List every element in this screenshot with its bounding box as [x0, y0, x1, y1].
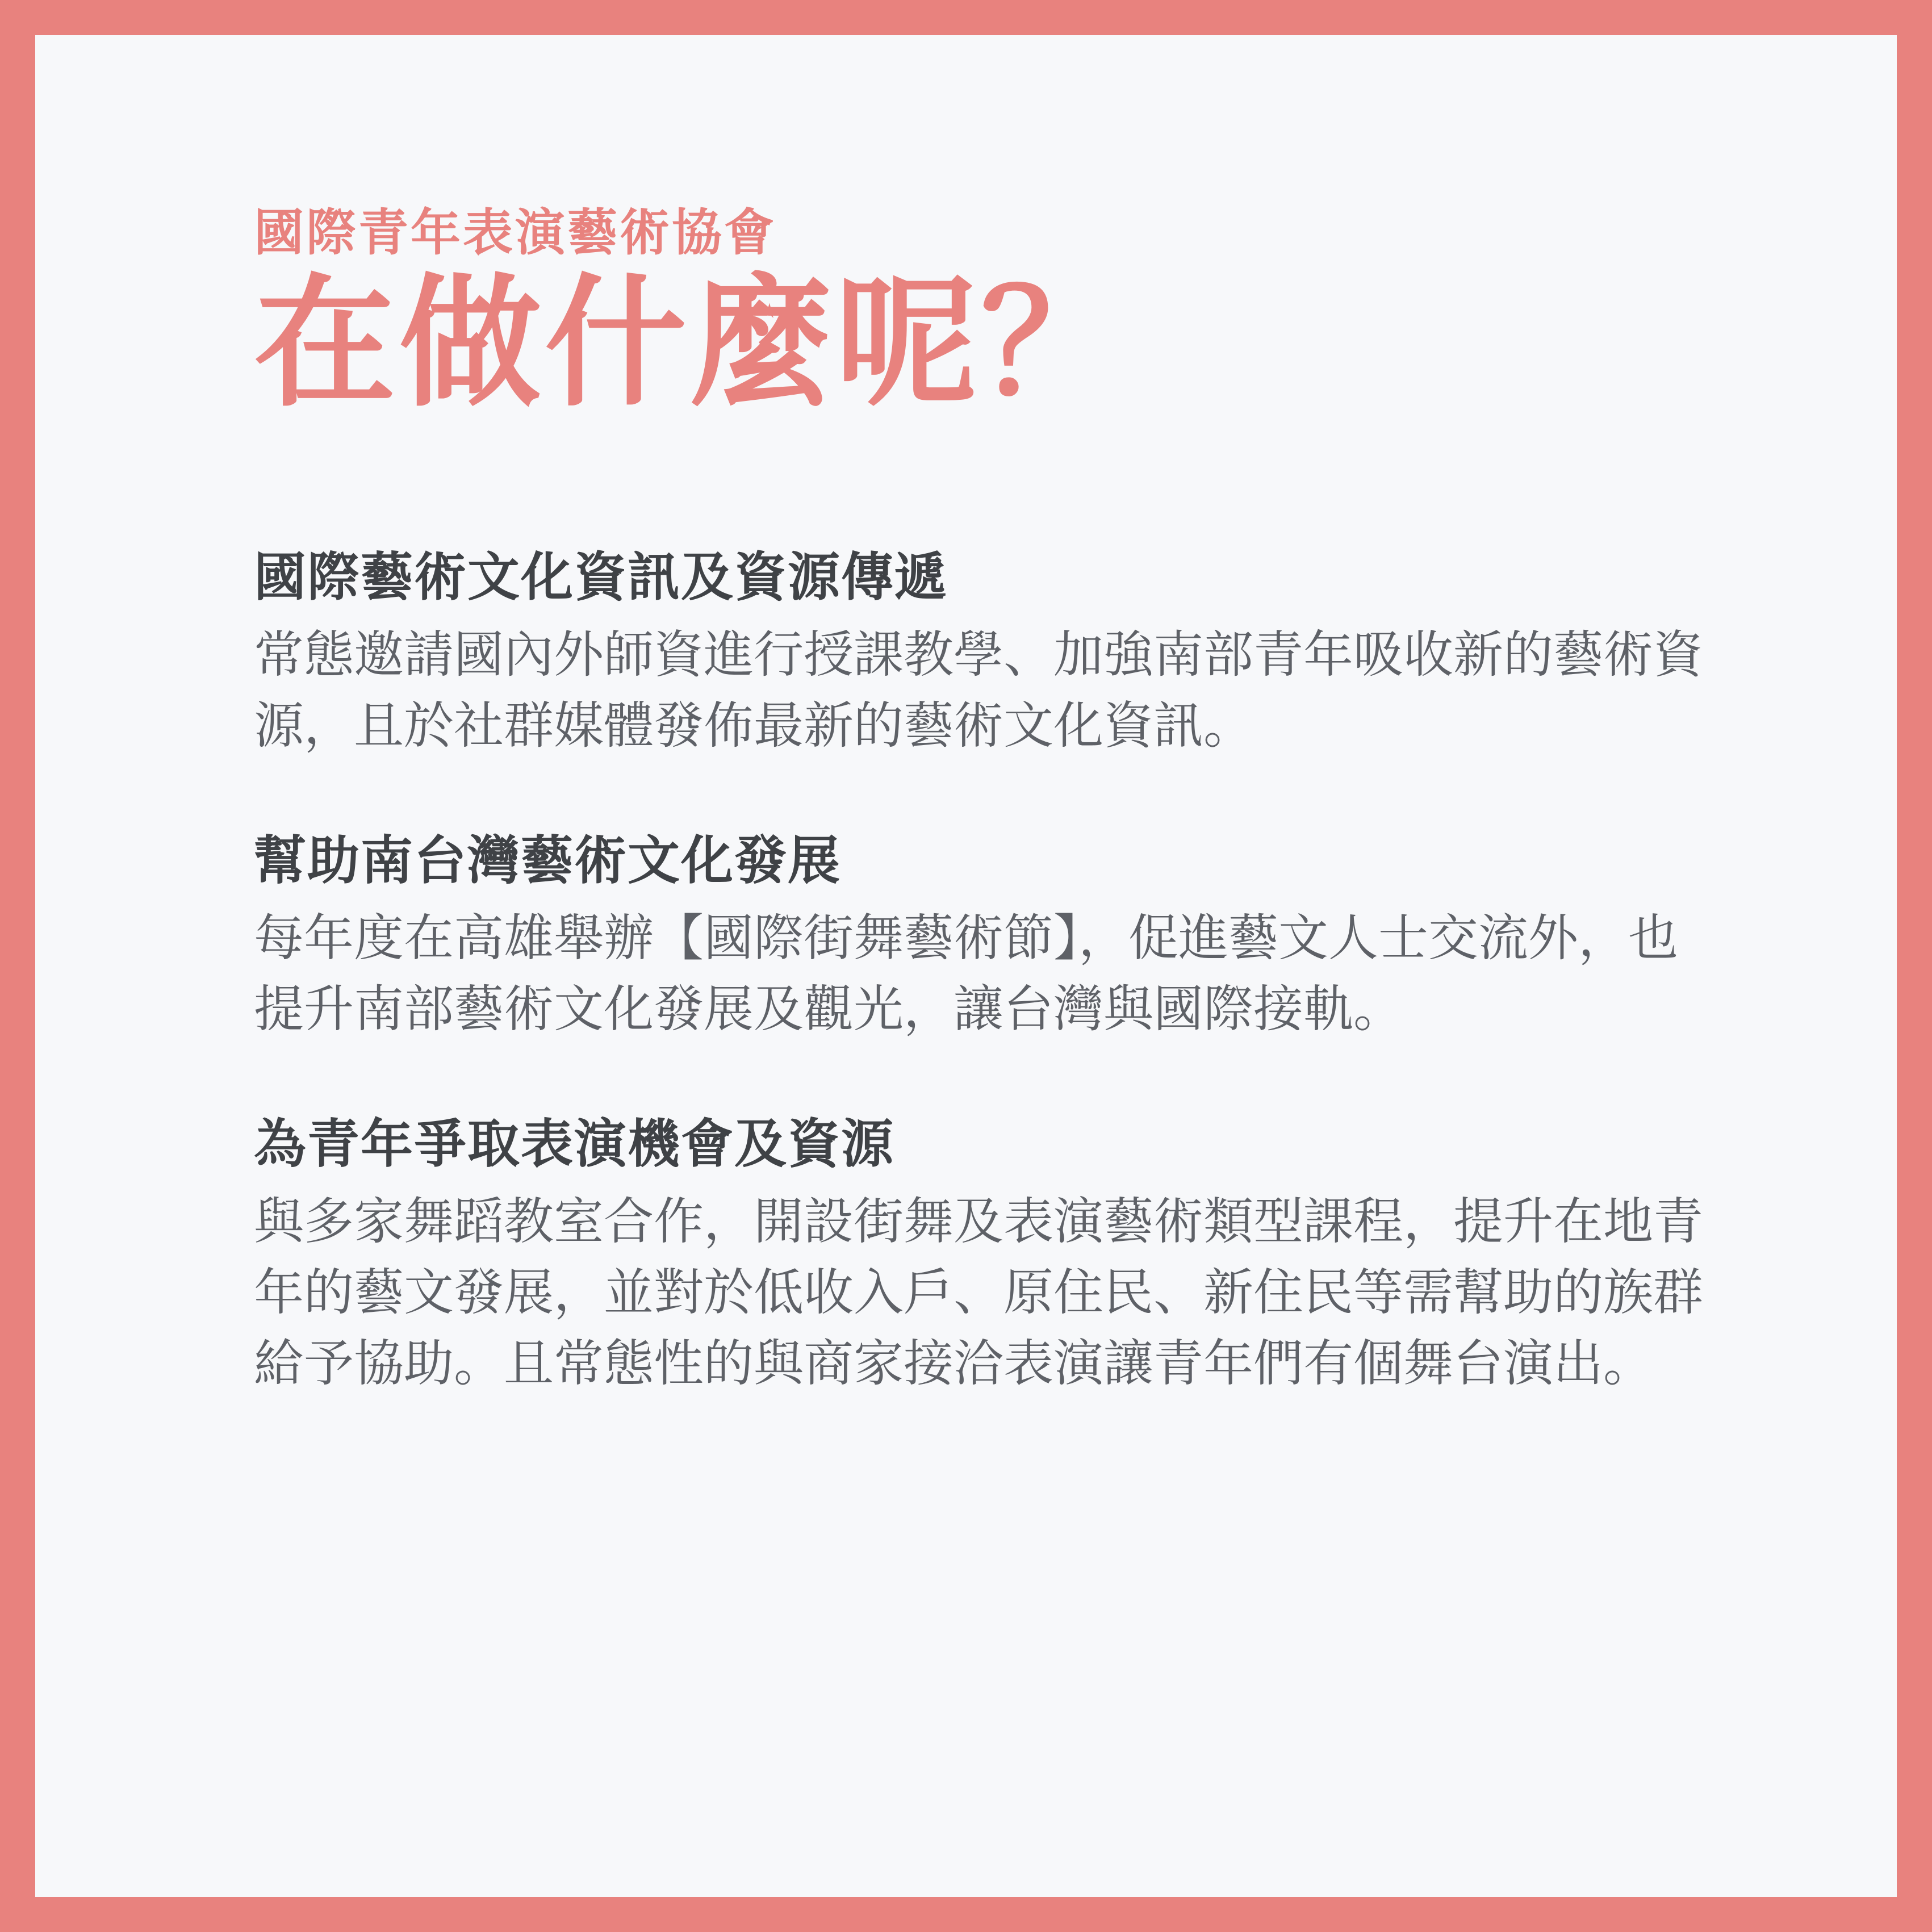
section-body: 每年度在高雄舉辦【國際街舞藝術節】，促進藝文人士交流外，也提升南部藝術文化發展及觀光，讓台灣與國際接軌。 [254, 909, 1679, 1037]
section-item [254, 829, 1709, 1045]
section-item [254, 545, 1709, 762]
section-body: 與多家舞蹈教室合作，開設街舞及表演藝術類型課程，提升在地青年的藝文發展，並對於低收入戶、原住民、新住民等需幫助的族群給予協助。且常態性的與商家接洽表演讓青年們有個舞台演出。 [254, 1193, 1704, 1391]
section-title: 幫助南台灣藝術文化發展 [254, 831, 842, 890]
section-item [254, 1112, 1709, 1399]
section-body: 常態邀請國內外師資進行授課教學、加強南部青年吸收新的藝術資源，且於社群媒體發佈最新的藝術文化資訊。 [254, 626, 1704, 754]
section-title: 國際藝術文化資訊及資源傳遞 [254, 548, 948, 607]
page-title: 在做什麼呢？ [254, 264, 1126, 423]
poster-content [35, 35, 1897, 1897]
section-title: 為青年爭取表演機會及資源 [254, 1115, 895, 1173]
poster-card [35, 35, 1897, 1897]
organization-name: 國際青年表演藝術協會 [254, 204, 777, 261]
section-list [254, 545, 1709, 1399]
